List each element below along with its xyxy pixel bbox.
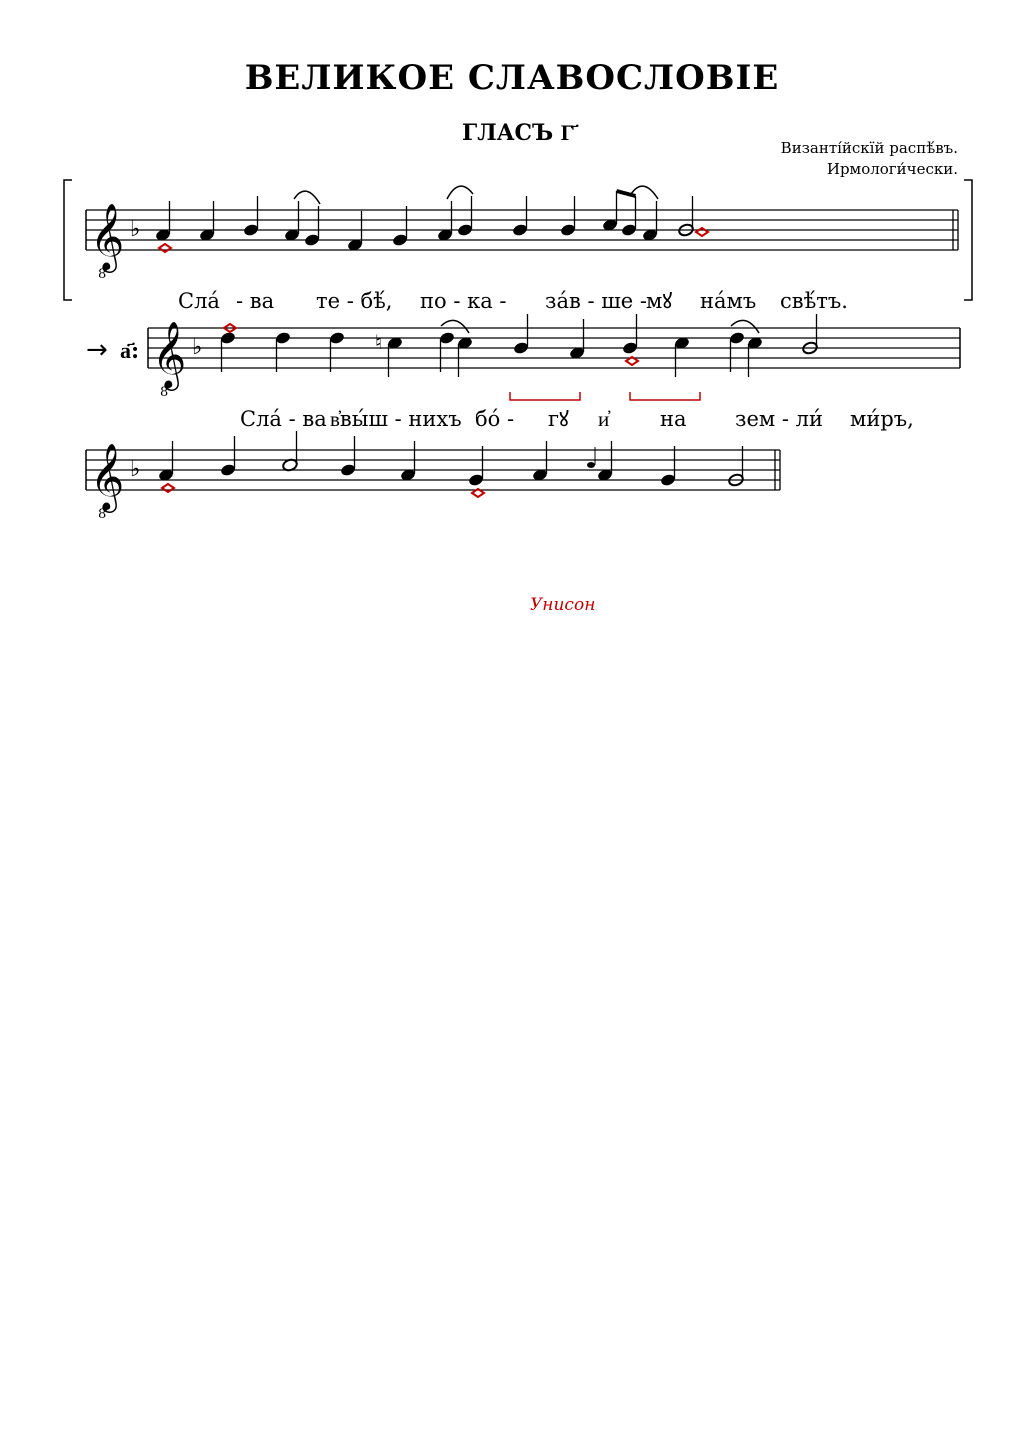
octave-mark-icon: 8 [160, 385, 169, 400]
lyric-syllable: Сла́ - ва [240, 407, 327, 431]
note [560, 196, 577, 237]
bracket-right [964, 180, 972, 300]
treble-clef-icon: 𝄞 [90, 202, 125, 270]
note [802, 314, 819, 355]
note [729, 331, 746, 372]
note-head [340, 463, 357, 477]
note [569, 319, 586, 360]
note [439, 331, 456, 372]
lyric-syllable: мꙋ [646, 289, 673, 313]
lyric-syllable: по - ка - [420, 289, 507, 313]
arrow-icon: → [86, 335, 108, 365]
chant-style: Византі́йскїй распѣ́въ. [780, 139, 958, 157]
chant-subtype: Ирмологи́чески. [826, 160, 958, 178]
slur [447, 186, 473, 199]
flat-key-icon: ♭ [130, 217, 141, 242]
note-head [275, 331, 292, 345]
note-head [220, 331, 237, 345]
lyric-syllable: Сла́ [178, 289, 220, 313]
staff-system [86, 431, 780, 522]
grace-note-head [587, 462, 595, 468]
lyric-syllable: бо́ - [475, 407, 515, 431]
note-head [243, 223, 260, 237]
note [284, 201, 301, 242]
note-head [439, 331, 456, 345]
octave-mark-icon: 8 [98, 507, 107, 522]
lyric-syllable: свѣ́тъ. [780, 289, 848, 313]
note-head [304, 233, 321, 247]
note [468, 446, 485, 497]
note [329, 331, 346, 372]
note [622, 314, 639, 365]
note [457, 196, 474, 237]
note-head [392, 233, 409, 247]
verse-mark: а҃: [120, 338, 140, 364]
treble-clef-icon: 𝄞 [152, 320, 187, 388]
note [678, 196, 708, 237]
note [621, 196, 638, 237]
page-title: ВЕЛИКОЕ СЛАВОСЛОВІЕ [244, 58, 780, 98]
unison-bracket [630, 392, 700, 400]
lyric-syllable: на [660, 407, 687, 431]
note-head [329, 331, 346, 345]
note-head [622, 341, 639, 355]
red-marker-icon [159, 244, 171, 252]
lyric-syllable: гꙋ [548, 407, 569, 431]
lyric-syllable: на́мъ [700, 289, 757, 313]
note [392, 206, 409, 247]
note [158, 441, 175, 492]
note [587, 441, 613, 482]
red-marker-icon [696, 228, 708, 236]
flat-key-icon: ♭ [130, 457, 141, 482]
lyric-syllable: зем - ли́ [735, 407, 823, 431]
slur [731, 320, 759, 333]
lyric-syllable: ми́ръ, [850, 407, 914, 431]
treble-clef-icon: 𝄞 [90, 442, 125, 510]
staff-system [86, 314, 960, 615]
note [243, 196, 260, 237]
note-head [457, 223, 474, 237]
bracket-left [64, 180, 72, 300]
note-head [621, 223, 638, 237]
note [347, 211, 364, 252]
note [155, 201, 172, 252]
note-head [660, 473, 677, 487]
lyric-syllable: и҆ [598, 407, 610, 431]
note [747, 336, 764, 377]
lyric-syllable: за́в - ше - [545, 289, 647, 313]
lyric-syllable: в҆вы́ш - нихъ [330, 407, 462, 431]
note [340, 436, 357, 477]
note [660, 446, 677, 487]
note [275, 331, 292, 372]
note-head [220, 463, 237, 477]
note [457, 336, 474, 377]
note [400, 441, 417, 482]
note-head [468, 473, 485, 487]
note [220, 436, 237, 477]
natural-icon: ♮ [375, 330, 383, 354]
note-head [729, 331, 746, 345]
note [674, 336, 691, 377]
note-head [560, 223, 577, 237]
unison-bracket [510, 392, 580, 400]
note [513, 314, 530, 355]
staff-system [64, 180, 972, 313]
note [532, 441, 549, 482]
note-head [513, 341, 530, 355]
note [199, 201, 216, 242]
note [512, 196, 529, 237]
lyric-syllable: - ва [236, 289, 275, 313]
note [375, 330, 403, 377]
lyric-syllable: те - бѣ́, [316, 289, 393, 313]
red-marker-icon [162, 484, 174, 492]
flat-key-icon: ♭ [192, 335, 203, 360]
note [642, 201, 659, 242]
note-head [512, 223, 529, 237]
unison-label: Унисон [530, 595, 596, 615]
note [304, 206, 321, 247]
slur [441, 320, 469, 333]
octave-mark-icon: 8 [98, 267, 107, 282]
note [602, 191, 619, 232]
note [282, 431, 299, 472]
tone-label: ГЛАСЪ Г҃ [462, 120, 575, 146]
note [728, 446, 745, 487]
note [437, 201, 454, 242]
